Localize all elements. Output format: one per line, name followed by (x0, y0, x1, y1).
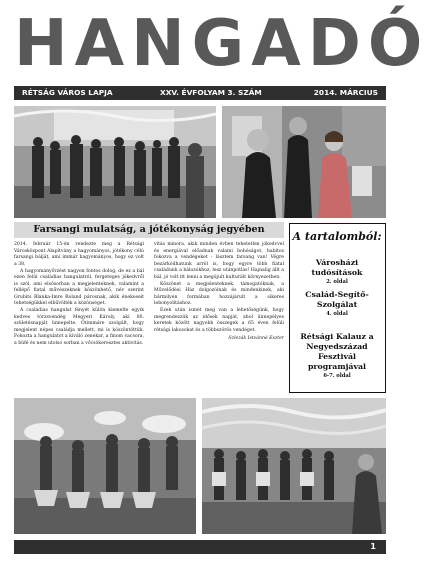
article-headline: Farsangi mulatság, a jótékonyság jegyében (14, 222, 284, 238)
toc-item[interactable] (293, 332, 381, 380)
article-author: Szlezák Istvánné Eszter (228, 336, 284, 342)
publication-name: RÉTSÁG VÁROS LAPJA (22, 88, 113, 97)
toc-item-title: Rétsági Kalauz a Negyedszázad Fesztivál programjával (300, 332, 374, 371)
article-paragraph: 2014. február 15-én rendezte meg a Rétsági Városközpont Alapítvány a hagyományos, jótékony célú farsangi bálját, ami immár hagyományos, hogy ez volt a 38. (14, 242, 144, 267)
toc-item-page: 4. oldal (326, 311, 348, 317)
article-paragraph: Ezek után ismét meg van a lehetőségünk, hogy megrendezzük az idősek napját, ahol ünnepélyes keretek között nagyobb összegek a 65 éven felüli rétsági lakosokat és a többszörös vendéget. (154, 308, 284, 333)
article-paragraph: A hagyományőrzést nagyon fontos dolog, de ez a bál ezen felül családias hangulatról, fergeteges jókedvről is szól, ami elsősorban a megjelenteknek, valamint a fellépő fiatal művészeknek köszönhető, név szerint Grubits Blanka-Imre Roland párosnak, akik énekeseit tehetségükkel elbűvölték a közönséget. (14, 268, 144, 307)
page-number: 1 (370, 542, 376, 551)
page-footer (14, 540, 386, 554)
article-column-1 (14, 242, 144, 394)
photo-stage-performance (202, 398, 386, 534)
photo-dancers (14, 398, 196, 534)
toc-item-title: Család-Segítő-Szolgálat (305, 290, 369, 309)
issue-date: 2014. MÁRCIUS (313, 88, 378, 97)
photo-birthday-greeting (222, 106, 386, 218)
toc-item[interactable] (293, 290, 381, 318)
photo-guests-in-hall (14, 106, 216, 218)
volume-issue: XXV. ÉVFOLYAM 3. SZÁM (160, 88, 262, 97)
table-of-contents (289, 223, 386, 393)
toc-item[interactable] (293, 258, 381, 286)
article-paragraph: Köszönet a megjelenteknek, támogatóknak, a Művelődési Ház dolgozóinak és mindenkinek, aki bármilyen formában hozzájárult a sikeres lebonyolításhoz. (154, 281, 284, 307)
toc-item-page: 6-7. oldal (323, 373, 351, 379)
toc-item-page: 2. oldal (326, 279, 348, 285)
article-paragraph: vitás minora, akik minden évben tehetetlen jókedvvel és energiával előadnak valami bohóságot, habitos fokozva a vendégeket - lásztem farsang van! Végre bezárkódhatunk arról is, hogy egyre több fiatal családunk a bálozókhoz, lesz utánpótlás! Hajnalig állt a bál, jó volt itt lenni a megújult kulturált környezetben. (154, 242, 284, 280)
newspaper-title: HANGADÓ (14, 7, 429, 81)
article-body (14, 242, 284, 394)
toc-item-title: Városházi tudósítások (311, 258, 363, 277)
article-paragraph: A családias hangulat fényét külön kiemelte egyik kedves törzsvendég Megyeri Károly, aki 80. születésnapját ünnepelte. Ötimmáre szolgált, hogy megjelent népes családja mellett, mi is köszöntöttük. Fokozta a hangulatot a kiváló zenekar, a finom vacsora, a büfé és nem utolsó sorban a vőcsökeresztes aktivitás. (14, 308, 144, 346)
article-column-2 (154, 242, 284, 394)
masthead (14, 6, 429, 82)
issue-info-bar (14, 86, 386, 100)
contents-title: A tartalomból: (292, 230, 382, 243)
